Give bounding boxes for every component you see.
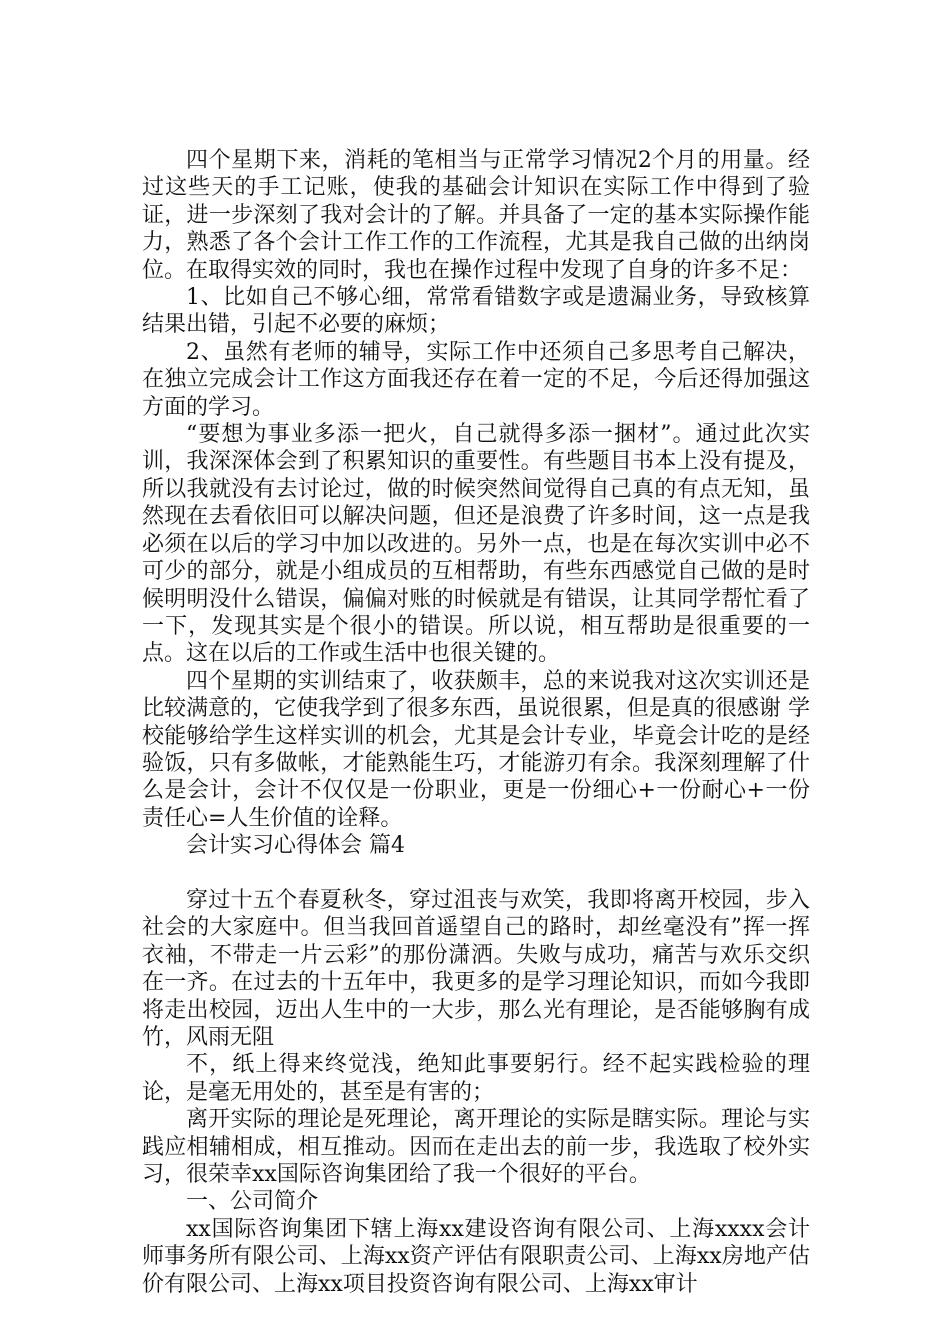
paragraph: 2、虽然有老师的辅导，实际工作中还须自己多思考自己解决，在独立完成会计工作这方面我还存在着一定的不足，今后还得加强这方面的学习。 — [142, 339, 810, 420]
paragraph: “要想为事业多添一把火，自己就得多添一捆材”。通过此次实训，我深深体会到了积累知识的重要性。有些题目书本上没有提及，所以我就没有去讨论过，做的时候突然间觉得自己真的有点无知，虽然现在去看依旧可以解决问题，但还是浪费了许多时间，这一点是我必须在以后的学习中加以改进的。另外一点，也是在每次实训中必不可少的部分，就是小组成员的互相帮助，有些东西感觉自己做的是时候明明没什么错误，偏偏对账的时候就是有错误，让其同学帮忙看了一下，发现其实是个很小的错误。所以说，相互帮助是很重要的一点。这在以后的工作或生活中也很关键的。 — [142, 422, 810, 667]
paragraph: xx国际咨询集团下辖上海xx建设咨询有限公司、上海xxxx会计师事务所有限公司、上海xx资产评估有限职责公司、上海xx房地产估价有限公司、上海xx项目投资咨询有限公司、上海xx审计 — [142, 1216, 810, 1297]
paragraph: 不，纸上得来终觉浅，绝知此事要躬行。经不起实践检验的理论，是毫无用处的，甚至是有害的； — [142, 1052, 810, 1105]
section-title: 会计实习心得体会 篇4 — [186, 833, 405, 859]
paragraph: 穿过十五个春夏秋冬，穿过沮丧与欢笑，我即将离开校园，步入社会的大家庭中。但当我回首遥望自己的路时，却丝毫没有”挥一挥衣袖，不带走一片云彩”的那份潇洒。失败与成功，痛苦与欢乐交织在一齐。在过去的十五年中，我更多的是学习理论知识，而如今我即将走出校园，迈出人生中的一大步，那么光有理论，是否能够胸有成竹，风雨无阻 — [142, 887, 810, 1050]
blank-line — [142, 860, 810, 887]
paragraph: 1、比如自己不够心细，常常看错数字或是遗漏业务，导致核算结果出错，引起不必要的麻烦； — [142, 285, 810, 338]
paragraph: 四个星期下来，消耗的笔相当与正常学习情况2个月的用量。经过这些天的手工记账，使我的基础会计知识在实际工作中得到了验证，进一步深刻了我对会计的了解。并具备了一定的基本实际操作能力，熟悉了各个会计工作工作的工作流程，尤其是我自己做的出纳岗位。在取得实效的同时，我也在操作过程中发现了自身的许多不足： — [142, 148, 810, 283]
document-page — [142, 147, 810, 1298]
subheading: 一、公司简介 — [186, 1189, 319, 1215]
paragraph: 离开实际的理论是死理论，离开理论的实际是瞎实际。理论与实践应相辅相成，相互推动。因而在走出去的前一步，我选取了校外实习，很荣幸xx国际咨询集团给了我一个很好的平台。 — [142, 1107, 810, 1188]
paragraph: 四个星期的实训结束了，收获颇丰，总的来说我对这次实训还是比较满意的，它使我学到了很多东西，虽说很累，但是真的很感谢 学校能够给学生这样实训的机会，尤其是会计专业，毕竟会计吃的是经验饭，只有多做帐，才能熟能生巧，才能游刃有余。我深刻理解了什么是会计，会计不仅仅是一份职业，更是一份细心+一份耐心+一份责任心=人生价值的诠释。 — [142, 668, 810, 831]
